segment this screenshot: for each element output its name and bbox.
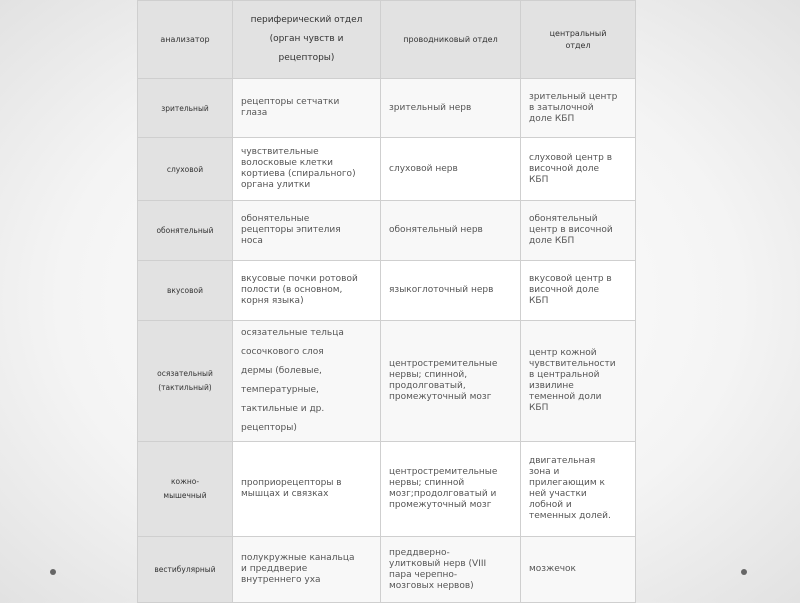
table-row — [138, 261, 636, 321]
slide-bullet-dot-left — [50, 569, 56, 575]
cell-analyzer: обонятельный — [138, 201, 233, 261]
cell-analyzer: зрительный — [138, 79, 233, 138]
cell-conductive: зрительный нерв — [381, 79, 521, 138]
cell-central: центр кожной чувствительности в центральной извилине теменной доли КБП — [521, 321, 636, 442]
table-row — [138, 537, 636, 603]
cell-central: вкусовой центр в височной доле КБП — [521, 261, 636, 321]
cell-conductive: центростремительные нервы; спинной мозг;продолговатый и промежуточный мозг — [381, 442, 521, 537]
cell-analyzer: осязательный (тактильный) — [138, 321, 233, 442]
header-peripheral: периферический отдел (орган чувств и рецепторы) — [233, 1, 381, 79]
cell-conductive: обонятельный нерв — [381, 201, 521, 261]
table-row — [138, 138, 636, 201]
cell-conductive: центростремительные нервы; спинной, продолговатый, промежуточный мозг — [381, 321, 521, 442]
cell-peripheral: рецепторы сетчатки глаза — [233, 79, 381, 138]
cell-analyzer: слуховой — [138, 138, 233, 201]
cell-peripheral: вкусовые почки ротовой полости (в основном, корня языка) — [233, 261, 381, 321]
table-row — [138, 201, 636, 261]
cell-conductive: преддверно- улитковый нерв (VIII пара черепно- мозговых нервов) — [381, 537, 521, 603]
table-row — [138, 321, 636, 442]
table-row — [138, 79, 636, 138]
cell-analyzer: вкусовой — [138, 261, 233, 321]
cell-central: слуховой центр в височной доле КБП — [521, 138, 636, 201]
cell-central: двигательная зона и прилегающим к ней участки лобной и теменных долей. — [521, 442, 636, 537]
cell-peripheral: чувствительные волосковые клетки кортиева (спирального) органа улитки — [233, 138, 381, 201]
table-row — [138, 442, 636, 537]
cell-central: мозжечок — [521, 537, 636, 603]
cell-central: зрительный центр в затылочной доле КБП — [521, 79, 636, 138]
cell-central: обонятельный центр в височной доле КБП — [521, 201, 636, 261]
cell-conductive: слуховой нерв — [381, 138, 521, 201]
header-central: центральный отдел — [521, 1, 636, 79]
cell-peripheral: полукружные канальца и преддверие внутреннего уха — [233, 537, 381, 603]
cell-peripheral: обонятельные рецепторы эпителия носа — [233, 201, 381, 261]
cell-peripheral: проприорецепторы в мышцах и связках — [233, 442, 381, 537]
cell-analyzer: вестибулярный — [138, 537, 233, 603]
cell-peripheral: осязательные тельца сосочкового слоя дермы (болевые, температурные, тактильные и др. рецепторы) — [233, 321, 381, 442]
analyzers-table — [137, 0, 636, 603]
cell-conductive: языкоглоточный нерв — [381, 261, 521, 321]
table-header-row — [138, 1, 636, 79]
cell-analyzer: кожно- мышечный — [138, 442, 233, 537]
slide-bullet-dot-right — [741, 569, 747, 575]
header-conductive: проводниковый отдел — [381, 1, 521, 79]
header-analyzer: анализатор — [138, 1, 233, 79]
